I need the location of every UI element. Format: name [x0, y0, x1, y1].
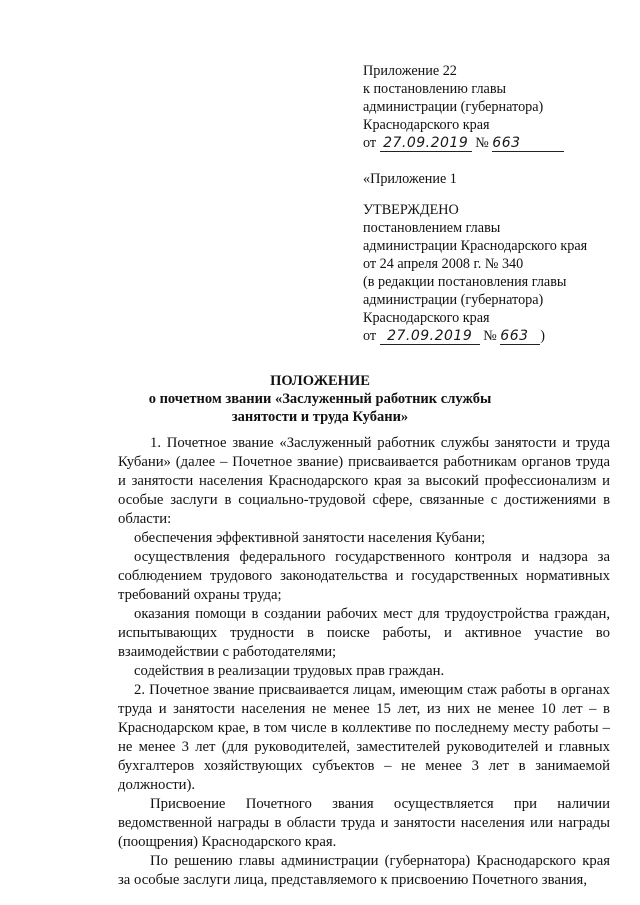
number-field	[500, 329, 540, 345]
number-field	[492, 136, 564, 152]
title-line-2: о почетном звании «Заслуженный работник службы	[148, 391, 492, 407]
paragraph-2: 2. Почетное звание присваивается лицам, имеющим стаж работы в органах труда и занятости населения не менее 15 лет, из них не менее 10 лет – в Краснодарском крае, в том числе в коллективе по последнему месту работы – не менее 3 лет (для руководителей, заместителей руководителей и главных бухгалтеров хозяйствующих субъектов – не менее 3 лет в занимаемой должности).	[118, 682, 610, 793]
attachment-line-2: к постановлению главы	[363, 81, 507, 97]
title-line-3: занятости и труда Кубани»	[231, 409, 409, 425]
list-item-3: оказания помощи в создании рабочих мест для трудоустройства граждан, испытывающих трудности в поиске работы, и активное участие во взаимодействии с работодателями;	[118, 606, 610, 660]
handwritten-number: 663	[500, 328, 529, 344]
paragraph-1: 1. Почетное звание «Заслуженный работник службы занятости и труда Кубани» (далее – Почетное звание) присваивается работникам органов труда и занятости населения Краснодарского края за высокий профессионализм и особые заслуги в социально-трудовой сфере, связанные с достижениями в области:	[118, 435, 610, 527]
date-field	[380, 329, 480, 345]
handwritten-number: 663	[492, 135, 521, 151]
approved-line-1: постановлением главы	[363, 220, 501, 236]
approved-line-2: администрации Краснодарского края	[363, 238, 588, 254]
attachment-date-line	[363, 134, 564, 152]
date-field	[380, 136, 472, 152]
list-item-2: осуществления федерального государственного контроля и надзора за соблюдением трудового законодательства и государственных нормативных требований охраны труда;	[118, 549, 610, 603]
list-item-4: содействия в реализации трудовых прав граждан.	[134, 663, 445, 679]
approved-block	[363, 201, 587, 345]
close-paren: )	[540, 328, 546, 344]
approved-date-line	[363, 327, 587, 345]
approved-heading: УТВЕРЖДЕНО	[363, 202, 459, 218]
attachment-line-4: Краснодарского края	[363, 117, 490, 133]
handwritten-date: 27.09.2019	[387, 328, 473, 344]
number-prefix: №	[483, 328, 497, 344]
attachment-header	[363, 62, 564, 152]
attachment-line-3: администрации (губернатора)	[363, 99, 544, 115]
paragraph-4: По решению главы администрации (губернатора) Краснодарского края за особые заслуги лица, представляемого к присвоению Почетного звания,	[118, 853, 610, 888]
approved-line-5: администрации (губернатора)	[363, 292, 544, 308]
appendix-reference	[363, 170, 457, 188]
handwritten-date: 27.09.2019	[383, 135, 469, 151]
list-item-1: обеспечения эффективной занятости населения Кубани;	[134, 530, 486, 546]
number-prefix: №	[475, 135, 489, 151]
approved-line-6: Краснодарского края	[363, 310, 490, 326]
date-prefix: от	[363, 328, 377, 344]
approved-line-3: от 24 апреля 2008 г. № 340	[363, 256, 524, 272]
document-body	[118, 434, 610, 890]
document-title	[0, 372, 640, 426]
paragraph-3: Присвоение Почетного звания осуществляется при наличии ведомственной награды в области труда и занятости населения или награды (поощрения) Краснодарского края.	[118, 796, 610, 850]
date-prefix: от	[363, 135, 377, 151]
approved-line-4: (в редакции постановления главы	[363, 274, 567, 290]
title-line-1: ПОЛОЖЕНИЕ	[270, 373, 370, 389]
attachment-number: Приложение 22	[363, 63, 457, 79]
appendix-ref-text: «Приложение 1	[363, 171, 457, 187]
